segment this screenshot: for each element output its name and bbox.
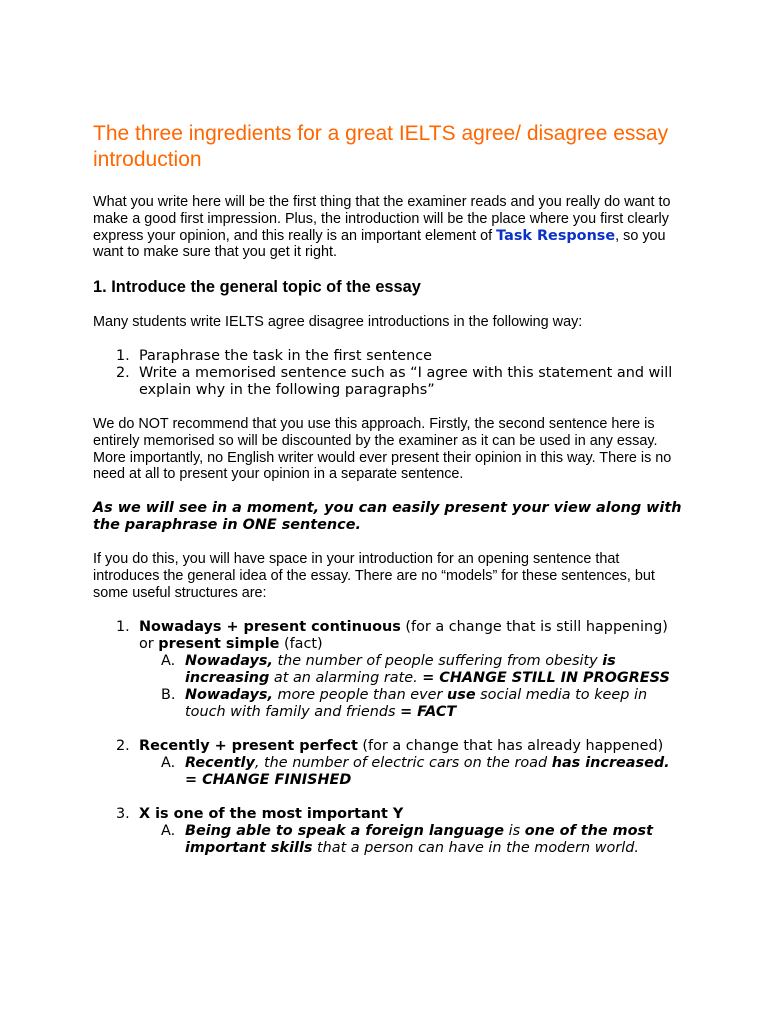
list-item: 2. Write a memorised sentence such as “I agree with this statement and will explain why in the following paragraphs” [116,364,673,398]
section-heading: 1. Introduce the general topic of the essay [93,278,421,297]
document-page [93,121,683,857]
page-title: The three ingredients for a great IELTS agree/ disagree essay introduction [93,122,669,171]
example-item: A. Being able to speak a foreign language is one of the most important skills that a person can have in the modern world. [161,822,653,856]
example-item: A. Recently, the number of electric cars on the road has increased. = CHANGE FINISHED [161,754,670,788]
structure-item: 3. X is one of the most important Y [116,805,404,822]
structure-item: 2. Recently + present perfect (for a change that has already happened) [116,737,664,754]
example-item: A. Nowadays, the number of people suffering from obesity is increasing at an alarming rate. = CHANGE STILL IN PROGRESS [161,652,670,686]
critique-paragraph: We do NOT recommend that you use this approach. Firstly, the second sentence here is entirely memorised so will be discounted by the examiner as it can be used in any essay. More importantly, no English writer would ever present their opinion in this way. There is no need at all to present your opinion in a separate sentence. [93,415,672,483]
intro-text: What you write here will be the first thing that the examiner reads and you really do want to make a good first impression. Plus, the introduction will be the place where you first clearly express your opinion, and this really is an important element of [93,194,671,244]
structures-list [93,619,683,857]
intro-text-end: , so you want to make sure that you get it right. [93,227,666,261]
list-item: 1. Paraphrase the task in the first sentence [116,347,432,364]
intro-paragraph [93,194,683,261]
emphasis-paragraph: As we will see in a moment, you can easily present your view along with the paraphrase in ONE sentence. [93,500,682,534]
section-lead: Many students write IELTS agree disagree introductions in the following way: [93,314,583,331]
structures-lead: If you do this, you will have space in your introduction for an opening sentence that introduces the general idea of the essay. There are no “models” for these sentences, but some useful structures are: [93,551,655,601]
task-response-link[interactable]: Task Response [496,227,616,244]
example-item: B. Nowadays, more people than ever use social media to keep in touch with family and friends = FACT [161,686,648,720]
approach-list [93,348,683,399]
structure-item: 1. Nowadays + present continuous (for a change that is still happening) or present simple (fact) [116,618,668,652]
